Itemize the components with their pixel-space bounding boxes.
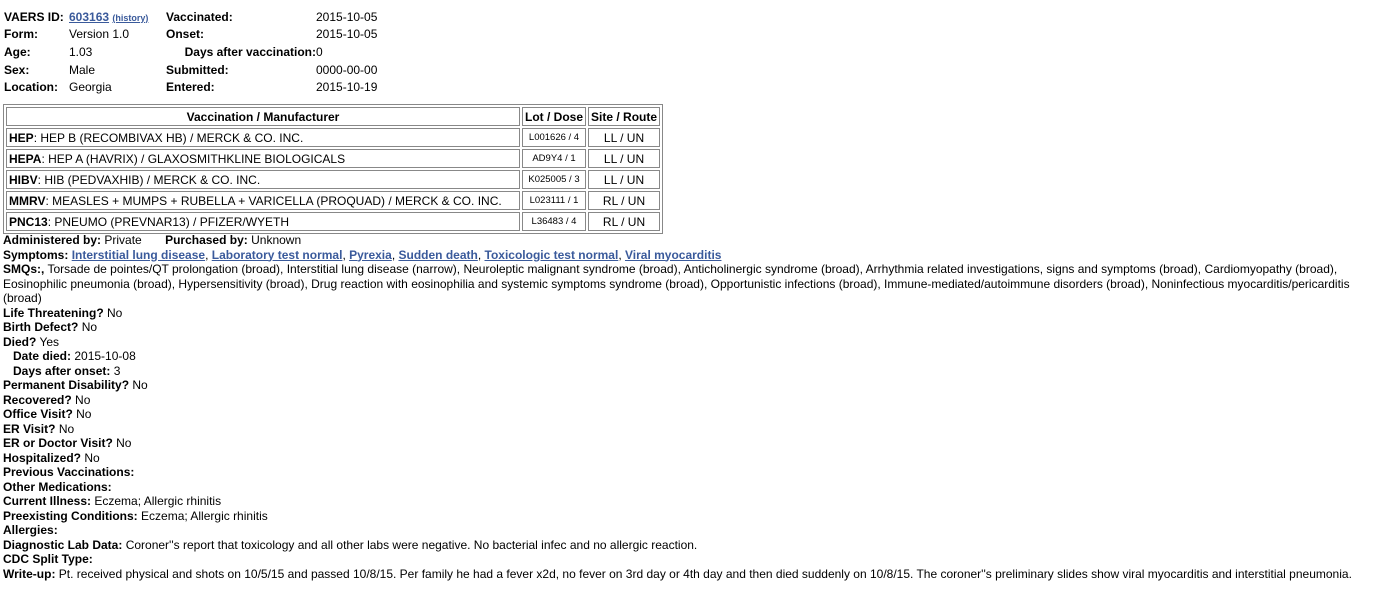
symptoms-label: Symptoms: <box>3 247 69 262</box>
site-route-cell: LL / UN <box>588 149 660 168</box>
cdc-split-type-line <box>3 552 1387 567</box>
recovered-label: Recovered? <box>3 392 72 407</box>
vaccine-code: HIBV <box>9 172 38 187</box>
symptom-link[interactable]: Viral myocarditis <box>624 247 722 262</box>
lot-dose-cell: L36483 / 4 <box>522 212 586 231</box>
vaccinated-label: Vaccinated: <box>166 9 233 24</box>
allergies-label: Allergies: <box>3 523 58 537</box>
current-illness-value: Eczema; Allergic rhinitis <box>94 494 222 508</box>
er-visit-value: No <box>58 421 75 436</box>
lot-dose-cell: K025005 / 3 <box>522 170 586 189</box>
died-value: Yes <box>39 334 60 349</box>
died-label: Died? <box>3 334 37 349</box>
lot-dose-cell: L023111 / 1 <box>522 191 586 210</box>
location-label: Location: <box>4 80 58 95</box>
life-threatening-line <box>3 306 1387 321</box>
smqs-value: Torsade de pointes/QT prolongation (broad), Interstitial lung disease (narrow), Neuroleptic malignant syndrome (broad), Anticholinergic syndrome (broad), Arrhythmia related investigations, signs and symptoms (broad), Cardiomyopathy (broad), Eosinophilic pneumonia (broad), Hypersensitivity (broad), Drug reaction with eosinophilia and systemic symptoms syndrome (broad), Opportunistic infections (broad), Immune-mediated/autoimmune disorders (broad), Noninfectious myocarditis/pericarditis (broad) <box>3 262 1350 305</box>
date-died-label: Date died: <box>13 349 72 363</box>
vaccine-code: MMRV <box>9 193 46 208</box>
days-after-vaccination-label: Days after vaccination: <box>184 44 316 59</box>
permanent-disability-value: No <box>132 378 148 392</box>
administered-label: Administered by: <box>3 233 102 247</box>
other-medications-label: Other Medications: <box>3 479 112 494</box>
site-route-cell: RL / UN <box>588 212 660 231</box>
date-died-value: 2015-10-08 <box>74 349 136 363</box>
er-visit-line <box>3 422 1387 437</box>
smqs-line <box>3 262 1387 306</box>
allergies-line <box>3 523 1387 538</box>
preexisting-conditions-label: Preexisting Conditions: <box>3 508 138 523</box>
office-visit-line <box>3 407 1387 422</box>
er-visit-label: ER Visit? <box>3 421 56 436</box>
site-route-cell: RL / UN <box>588 191 660 210</box>
location-value: Georgia <box>69 80 112 95</box>
diagnostic-lab-line <box>3 538 1387 553</box>
days-after-onset-label: Days after onset: <box>13 363 111 378</box>
vaccination-table <box>3 104 663 234</box>
vaccine-code: HEP <box>9 130 34 145</box>
write-up-label: Write-up: <box>3 566 56 581</box>
age-label: Age: <box>4 44 31 59</box>
vaers-id-link[interactable]: 603163 <box>69 9 110 24</box>
symptoms-line: Symptoms: Interstitial lung disease, Laboratory test normal, Pyrexia, Sudden death, Toxicologic test normal, Viral myocarditis <box>3 247 722 262</box>
administered-line <box>3 233 1387 248</box>
sex-value: Male <box>69 62 96 77</box>
birth-defect-label: Birth Defect? <box>3 320 79 334</box>
site-route-cell: LL / UN <box>588 170 660 189</box>
other-medications-line <box>3 480 1387 495</box>
purchased-value: Unknown <box>251 233 302 247</box>
vaers-id-label: VAERS ID: <box>4 9 64 24</box>
lot-dose-cell: L001626 / 4 <box>522 128 586 147</box>
er-doctor-visit-value: No <box>116 436 132 450</box>
hospitalized-line <box>3 451 1387 466</box>
write-up-line <box>3 567 1387 582</box>
current-illness-label: Current Illness: <box>3 494 92 508</box>
table-row <box>6 149 660 168</box>
age-value: 1.03 <box>69 44 93 59</box>
administered-value: Private <box>104 233 142 247</box>
preexisting-conditions-line <box>3 509 1387 524</box>
recovered-line <box>3 393 1387 408</box>
table-row <box>6 191 660 210</box>
vaccine-cell <box>6 149 520 168</box>
form-value: Version 1.0 <box>69 27 130 42</box>
table-row <box>6 128 660 147</box>
preexisting-conditions-value: Eczema; Allergic rhinitis <box>141 508 268 523</box>
died-line <box>3 335 1387 350</box>
vaccine-cell <box>6 191 520 210</box>
vaccine-desc: : HEP A (HAVRIX) / GLAXOSMITHKLINE BIOLOGICALS <box>41 151 346 166</box>
report-details <box>3 233 1387 581</box>
table-row <box>6 170 660 189</box>
previous-vaccinations-line <box>3 465 1387 480</box>
office-visit-label: Office Visit? <box>3 407 73 421</box>
cdc-split-type-label: CDC Split Type: <box>3 552 93 566</box>
vaccine-cell <box>6 212 520 231</box>
entered-label: Entered: <box>166 80 215 95</box>
life-threatening-value: No <box>107 305 123 320</box>
days-after-onset-line <box>3 364 1387 379</box>
write-up-value: Pt. received physical and shots on 10/5/15 and passed 10/8/15. Per family he had a fever x2d, no fever on 3rd day or 4th day and then died suddenly on 10/8/15. The coroner''s preliminary slides show viral myocarditis and interstitial pneumonia. <box>58 566 1352 581</box>
header-table <box>4 8 377 96</box>
birth-defect-value: No <box>81 320 98 334</box>
entered-value: 2015-10-19 <box>316 80 378 95</box>
er-doctor-visit-line <box>3 436 1387 451</box>
symptom-link[interactable]: Toxicologic test normal <box>484 247 619 262</box>
diagnostic-lab-value: Coroner''s report that toxicology and all other labs were negative. No bacterial infec and no allergic reaction. <box>125 537 698 552</box>
symptom-link[interactable]: Interstitial lung disease <box>71 247 206 262</box>
symptom-link[interactable]: Pyrexia <box>349 247 392 262</box>
submitted-value: 0000-00-00 <box>316 62 378 77</box>
table-row <box>6 212 660 231</box>
vaccine-desc: : HIB (PEDVAXHIB) / MERCK & CO. INC. <box>37 172 261 187</box>
current-illness-line <box>3 494 1387 509</box>
submitted-label: Submitted: <box>166 62 229 77</box>
symptom-link[interactable]: Laboratory test normal <box>211 247 343 262</box>
lot-dose-cell: AD9Y4 / 1 <box>522 149 586 168</box>
er-doctor-visit-label: ER or Doctor Visit? <box>3 436 113 450</box>
permanent-disability-label: Permanent Disability? <box>3 378 130 392</box>
vaccine-code: HEPA <box>9 151 42 166</box>
vaccine-desc: : MEASLES + MUMPS + RUBELLA + VARICELLA (PROQUAD) / MERCK & CO. INC. <box>45 193 502 208</box>
history-link[interactable]: (history) <box>112 12 149 23</box>
previous-vaccinations-label: Previous Vaccinations: <box>3 465 135 479</box>
onset-label: Onset: <box>166 27 205 42</box>
diagnostic-lab-label: Diagnostic Lab Data: <box>3 537 123 552</box>
site-route-cell: LL / UN <box>588 128 660 147</box>
vaccinated-value: 2015-10-05 <box>316 9 378 24</box>
vaccine-desc: : PNEUMO (PREVNAR13) / PFIZER/WYETH <box>47 214 290 229</box>
form-label: Form: <box>4 27 38 42</box>
days-after-vaccination-value: 0 <box>316 44 323 59</box>
birth-defect-line <box>3 320 1387 335</box>
purchased-label: Purchased by: <box>165 233 248 247</box>
vaccine-cell <box>6 128 520 147</box>
col-vaccination-manufacturer: Vaccination / Manufacturer <box>6 107 520 126</box>
col-site-route: Site / Route <box>588 107 660 126</box>
vaccine-desc: : HEP B (RECOMBIVAX HB) / MERCK & CO. INC. <box>33 130 304 145</box>
col-lot-dose: Lot / Dose <box>522 107 586 126</box>
onset-value: 2015-10-05 <box>316 27 378 42</box>
date-died-line <box>3 349 1387 364</box>
recovered-value: No <box>75 392 91 407</box>
life-threatening-label: Life Threatening? <box>3 305 104 320</box>
sex-label: Sex: <box>4 62 30 77</box>
symptom-link[interactable]: Sudden death <box>398 247 478 262</box>
days-after-onset-value: 3 <box>113 363 121 378</box>
vaccine-cell <box>6 170 520 189</box>
hospitalized-value: No <box>84 450 100 465</box>
office-visit-value: No <box>76 407 92 421</box>
vaccine-code: PNC13 <box>9 214 48 229</box>
permanent-disability-line <box>3 378 1387 393</box>
smqs-label: SMQs:, <box>3 262 45 276</box>
hospitalized-label: Hospitalized? <box>3 450 82 465</box>
